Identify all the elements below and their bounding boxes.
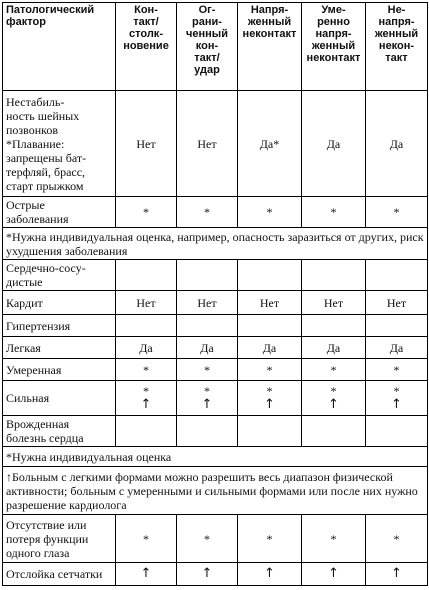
- cell-value: *: [177, 515, 238, 563]
- up-arrow-icon: ↑: [238, 563, 302, 586]
- up-arrow-icon: ↑: [391, 397, 402, 412]
- table-row: [3, 91, 428, 197]
- table-row: [3, 337, 428, 359]
- cell-value: *: [116, 359, 177, 381]
- cell-value: *: [366, 197, 428, 228]
- row-label-carditis: Кардит: [3, 291, 116, 315]
- up-arrow-icon: ↑: [177, 563, 238, 586]
- cell-value: *: [116, 197, 177, 228]
- asterisk-mark: *: [393, 384, 400, 398]
- cell-value: *: [116, 515, 177, 563]
- table-row: [3, 260, 428, 291]
- row-label-retina: Отслойка сетчатки: [3, 563, 116, 586]
- cell-value: Да*: [238, 91, 302, 197]
- cell-value: [238, 381, 302, 416]
- up-arrow-icon: ↑: [328, 397, 339, 412]
- row-label-cardio: Сердечно-сосу- дистые: [3, 260, 116, 291]
- empty-cell: [302, 416, 366, 447]
- cell-value: *: [238, 197, 302, 228]
- up-arrow-icon: ↑: [264, 397, 275, 412]
- cell-value: [302, 381, 366, 416]
- empty-cell: [177, 315, 238, 337]
- cell-value: Да: [366, 91, 428, 197]
- header-col-contact: Кон- такт/ столк- новение: [116, 3, 177, 91]
- row-label-acute: Острые заболевания: [3, 197, 116, 228]
- cell-value: Нет: [238, 291, 302, 315]
- row-label-instability: Нестабиль- ность шейных позвонков *Плавание: запрещены бат- терфляй, брасс, старт прыжком: [3, 91, 116, 197]
- table-row: [3, 359, 428, 381]
- cell-value: Нет: [302, 291, 366, 315]
- cell-value: Нет: [116, 91, 177, 197]
- cell-value: Нет: [177, 291, 238, 315]
- cell-value: *: [238, 515, 302, 563]
- cell-value: [366, 381, 428, 416]
- cell-value: *: [238, 359, 302, 381]
- table-row: [3, 315, 428, 337]
- header-col-strenuous-noncontact: Напря- женный неконтакт: [238, 3, 302, 91]
- empty-cell: [366, 315, 428, 337]
- note-individual-assessment: *Нужна индивидуальная оценка, например, опасность заразиться от других, риск ухудшения заболевания: [3, 228, 428, 260]
- cell-value: Да: [302, 91, 366, 197]
- table-row: [3, 381, 428, 416]
- table-row: [3, 416, 428, 447]
- sports-restrictions-table: [2, 2, 428, 586]
- note-row: [3, 447, 428, 467]
- header-col-moderate-noncontact: Уме- ренно напря- женный неконтакт: [302, 3, 366, 91]
- row-label-congenital: Врожденная болезнь сердца: [3, 416, 116, 447]
- empty-cell: [177, 260, 238, 291]
- cell-value: *: [302, 515, 366, 563]
- cell-value: *: [366, 359, 428, 381]
- row-label-hypertension: Гипертензия: [3, 315, 116, 337]
- asterisk-mark: *: [330, 384, 337, 398]
- asterisk-mark: *: [143, 384, 149, 398]
- row-label-severe: Сильная: [3, 381, 116, 416]
- cell-value: Да: [366, 337, 428, 359]
- empty-cell: [366, 416, 428, 447]
- cell-value: *: [177, 197, 238, 228]
- empty-cell: [238, 315, 302, 337]
- cell-value: Да: [302, 337, 366, 359]
- up-arrow-icon: ↑: [302, 563, 366, 586]
- table-row: [3, 515, 428, 563]
- up-arrow-icon: ↑: [366, 563, 428, 586]
- table-row: [3, 291, 428, 315]
- row-label-moderate: Умеренная: [3, 359, 116, 381]
- cell-value: *: [177, 359, 238, 381]
- asterisk-mark: *: [266, 384, 273, 398]
- empty-cell: [116, 416, 177, 447]
- table-row: [3, 197, 428, 228]
- note-individual-assessment-short: *Нужна индивидуальная оценка: [3, 447, 428, 467]
- up-arrow-icon: ↑: [140, 397, 152, 412]
- empty-cell: [116, 260, 177, 291]
- cell-value: Да: [177, 337, 238, 359]
- cell-value: Да: [116, 337, 177, 359]
- note-cardiology-clearance: ↑Больным с легкими формами можно разрешить весь диапазон физической активности; больным с умеренными и сильными формами или после них нужно разрешение кардиолога: [3, 467, 428, 515]
- empty-cell: [366, 260, 428, 291]
- empty-cell: [116, 315, 177, 337]
- cell-value: [116, 381, 177, 416]
- up-arrow-icon: ↑: [201, 397, 213, 412]
- cell-value: *: [302, 359, 366, 381]
- cell-value: *: [302, 197, 366, 228]
- empty-cell: [302, 260, 366, 291]
- header-col-limited-contact: Ог- рани- ченный кон- такт/ удар: [177, 3, 238, 91]
- cell-value: Нет: [366, 291, 428, 315]
- note-row: [3, 467, 428, 515]
- header-col-nonstrenuous-noncontact: Не- напря- женный некон- такт: [366, 3, 428, 91]
- header-factor: Патологический фактор: [3, 3, 116, 91]
- empty-cell: [238, 260, 302, 291]
- row-label-eye: Отсутствие или потеря функции одного глаза: [3, 515, 116, 563]
- note-row: [3, 228, 428, 260]
- cell-value: *: [366, 515, 428, 563]
- cell-value: Нет: [116, 291, 177, 315]
- asterisk-mark: *: [204, 384, 210, 398]
- cell-value: Нет: [177, 91, 238, 197]
- empty-cell: [177, 416, 238, 447]
- cell-value: Да: [238, 337, 302, 359]
- empty-cell: [238, 416, 302, 447]
- cell-value: [177, 381, 238, 416]
- up-arrow-icon: ↑: [116, 563, 177, 586]
- empty-cell: [302, 315, 366, 337]
- header-row: [3, 3, 428, 91]
- row-label-mild: Легкая: [3, 337, 116, 359]
- table-row: [3, 563, 428, 586]
